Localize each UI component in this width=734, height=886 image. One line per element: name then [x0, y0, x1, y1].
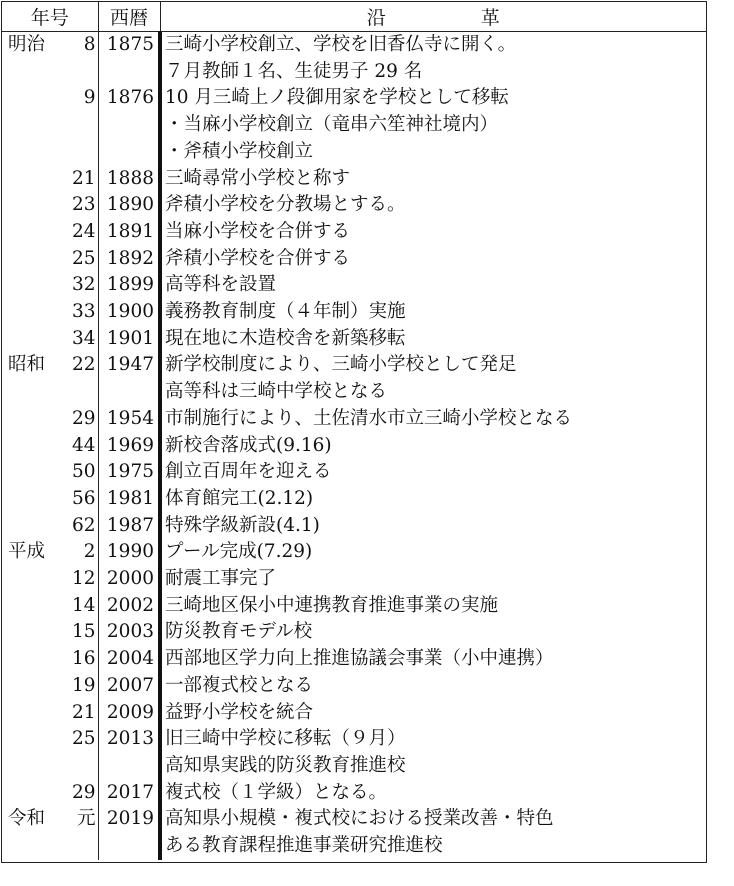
table-row [2, 459, 706, 486]
ad-year: 1975 [98, 459, 160, 486]
event-text: 高等科は三崎中学校となる [165, 381, 388, 403]
era-cell [2, 593, 98, 620]
era-name: 昭和 [8, 354, 46, 376]
era-cell [2, 619, 98, 646]
era-year: 56 [71, 487, 96, 509]
era-year: 8 [83, 34, 96, 55]
era-year: 62 [71, 514, 96, 536]
era-name: 明治 [8, 34, 46, 55]
ad-year: 1892 [98, 246, 160, 273]
era-year: 50 [71, 461, 96, 483]
event-text: 耐震工事完了 [165, 568, 277, 590]
era-year: 16 [71, 648, 96, 670]
event-text: 新校舎落成式(9.16) [165, 434, 332, 456]
era-year: 15 [71, 621, 96, 643]
ad-year: 2007 [98, 673, 160, 700]
era-year: 44 [71, 434, 96, 456]
era-year: 23 [71, 194, 96, 216]
ad-year: 2017 [98, 780, 160, 807]
table-row [2, 139, 706, 166]
era-cell [2, 700, 98, 727]
era-cell [2, 272, 98, 299]
table-row [2, 112, 706, 139]
event-text: 斧積小学校を合併する [165, 247, 351, 269]
event-text: 当麻小学校を合併する [165, 220, 351, 242]
era-year: 33 [71, 301, 96, 323]
era-cell [2, 32, 98, 59]
era-cell [2, 780, 98, 807]
era-cell [2, 85, 98, 112]
table-header-row [2, 2, 706, 32]
event-text: 西部地区学力向上推進協議会事業（小中連携） [165, 648, 554, 670]
ad-year: 2019 [98, 806, 160, 833]
era-cell [2, 192, 98, 219]
table-row [2, 406, 706, 433]
table-row [2, 486, 706, 513]
era-cell [2, 139, 98, 166]
era-year: 元 [76, 808, 96, 830]
event-text: 複式校（１学級）となる。 [165, 781, 388, 803]
ad-year: 1901 [98, 326, 160, 353]
era-cell [2, 326, 98, 353]
ad-year [98, 753, 160, 780]
ad-year: 1899 [98, 272, 160, 299]
table-row [2, 59, 706, 86]
event-text: 高知県実践的防災教育推進校 [165, 754, 406, 776]
table-row [2, 646, 706, 673]
event-text: 高知県小規模・複式校における授業改善・特色 [165, 808, 554, 830]
event-text: 体育館完工(2.12) [165, 487, 314, 509]
ad-year: 2009 [98, 700, 160, 727]
event-text: ７月教師１名、生徒男子 29 名 [165, 60, 423, 82]
event-text: 市制施行により、土佐清水市立三崎小学校となる [165, 407, 573, 429]
era-name: 令和 [8, 808, 46, 830]
era-year: 24 [71, 220, 96, 242]
era-cell [2, 673, 98, 700]
ad-year: 1954 [98, 406, 160, 433]
era-cell [2, 806, 98, 833]
era-cell [2, 459, 98, 486]
table-row [2, 700, 706, 727]
event-text: 高等科を設置 [165, 274, 277, 296]
era-cell [2, 352, 98, 379]
event-text: 旧三崎中学校に移転（９月） [165, 728, 406, 750]
table-row [2, 673, 706, 700]
header-events: 沿 革 [160, 2, 706, 32]
era-year: 2 [83, 541, 96, 563]
event-text: 斧積小学校を分教場とする。 [165, 194, 406, 216]
event-text: ・当麻小学校創立（竜串六笙神社境内） [165, 114, 499, 136]
ad-year: 1876 [98, 85, 160, 112]
ad-year [98, 59, 160, 86]
era-cell [2, 513, 98, 540]
era-cell [2, 112, 98, 139]
ad-year: 1990 [98, 539, 160, 566]
era-year: 14 [71, 594, 96, 616]
era-name: 平成 [8, 541, 46, 563]
era-cell [2, 406, 98, 433]
event-text: 創立百周年を迎える [165, 461, 332, 483]
table-row [2, 593, 706, 620]
table-row [2, 352, 706, 379]
ad-year [98, 379, 160, 406]
era-cell [2, 246, 98, 273]
ad-year: 2002 [98, 593, 160, 620]
table-row [2, 166, 706, 193]
table-row [2, 219, 706, 246]
era-cell [2, 833, 98, 860]
era-year: 25 [71, 728, 96, 750]
event-text: ある教育課程推進事業研究推進校 [165, 835, 443, 857]
era-year: 19 [71, 674, 96, 696]
event-text: プール完成(7.29) [165, 541, 313, 563]
table-row [2, 539, 706, 566]
ad-year: 2003 [98, 619, 160, 646]
event-text: ・斧積小学校創立 [165, 140, 314, 162]
table-row [2, 299, 706, 326]
era-cell [2, 433, 98, 460]
era-year: 12 [71, 568, 96, 590]
era-cell [2, 219, 98, 246]
era-year: 21 [71, 701, 96, 723]
era-cell [2, 566, 98, 593]
event-text: 益野小学校を統合 [165, 701, 314, 723]
ad-year: 1947 [98, 352, 160, 379]
ad-year: 2013 [98, 726, 160, 753]
ad-year [98, 833, 160, 860]
era-year: 9 [83, 87, 96, 109]
table-row [2, 326, 706, 353]
event-text: 防災教育モデル校 [165, 621, 313, 643]
event-text: 新学校制度により、三崎小学校として発足 [165, 354, 517, 376]
event-text: 10 月三崎上ノ段御用家を学校として移転 [165, 87, 509, 109]
era-cell [2, 486, 98, 513]
table-row [2, 192, 706, 219]
table-row [2, 806, 706, 833]
era-year: 32 [71, 274, 96, 296]
event-text: 三崎尋常小学校と称す [165, 167, 351, 189]
era-cell [2, 379, 98, 406]
history-table [2, 2, 706, 860]
era-cell [2, 646, 98, 673]
ad-year: 1969 [98, 433, 160, 460]
era-cell [2, 166, 98, 193]
table-row [2, 726, 706, 753]
era-year: 29 [71, 407, 96, 429]
header-era: 年号 [2, 2, 98, 32]
table-row [2, 246, 706, 273]
table-row [2, 272, 706, 299]
history-table-frame [1, 1, 707, 863]
era-year: 29 [71, 781, 96, 803]
era-cell [2, 539, 98, 566]
table-row [2, 433, 706, 460]
table-row [2, 619, 706, 646]
era-year: 34 [71, 327, 96, 349]
event-text: 三崎地区保小中連携教育推進事業の実施 [165, 594, 499, 616]
ad-year: 1987 [98, 513, 160, 540]
table-row [2, 780, 706, 807]
event-text: 三崎小学校創立、学校を旧香仏寺に開く。 [165, 34, 517, 55]
ad-year: 1891 [98, 219, 160, 246]
era-cell [2, 726, 98, 753]
ad-year: 1981 [98, 486, 160, 513]
ad-year: 1888 [98, 166, 160, 193]
era-cell [2, 59, 98, 86]
ad-year: 2000 [98, 566, 160, 593]
table-row [2, 833, 706, 860]
header-ad: 西暦 [98, 2, 160, 32]
ad-year: 1890 [98, 192, 160, 219]
table-row [2, 513, 706, 540]
table-row [2, 379, 706, 406]
table-row [2, 753, 706, 780]
ad-year [98, 112, 160, 139]
event-text: 特殊学級新設(4.1) [165, 514, 320, 536]
table-row [2, 566, 706, 593]
era-year: 21 [71, 167, 96, 189]
ad-year: 1875 [98, 32, 160, 59]
event-text: 一部複式校となる [165, 674, 314, 696]
ad-year: 2004 [98, 646, 160, 673]
era-year: 25 [71, 247, 96, 269]
era-cell [2, 753, 98, 780]
table-row [2, 32, 706, 59]
table-row [2, 85, 706, 112]
event-text: 義務教育制度（４年制）実施 [165, 301, 406, 323]
era-year: 22 [71, 354, 96, 376]
ad-year: 1900 [98, 299, 160, 326]
era-cell [2, 299, 98, 326]
ad-year [98, 139, 160, 166]
event-text: 現在地に木造校舎を新築移転 [165, 327, 406, 349]
